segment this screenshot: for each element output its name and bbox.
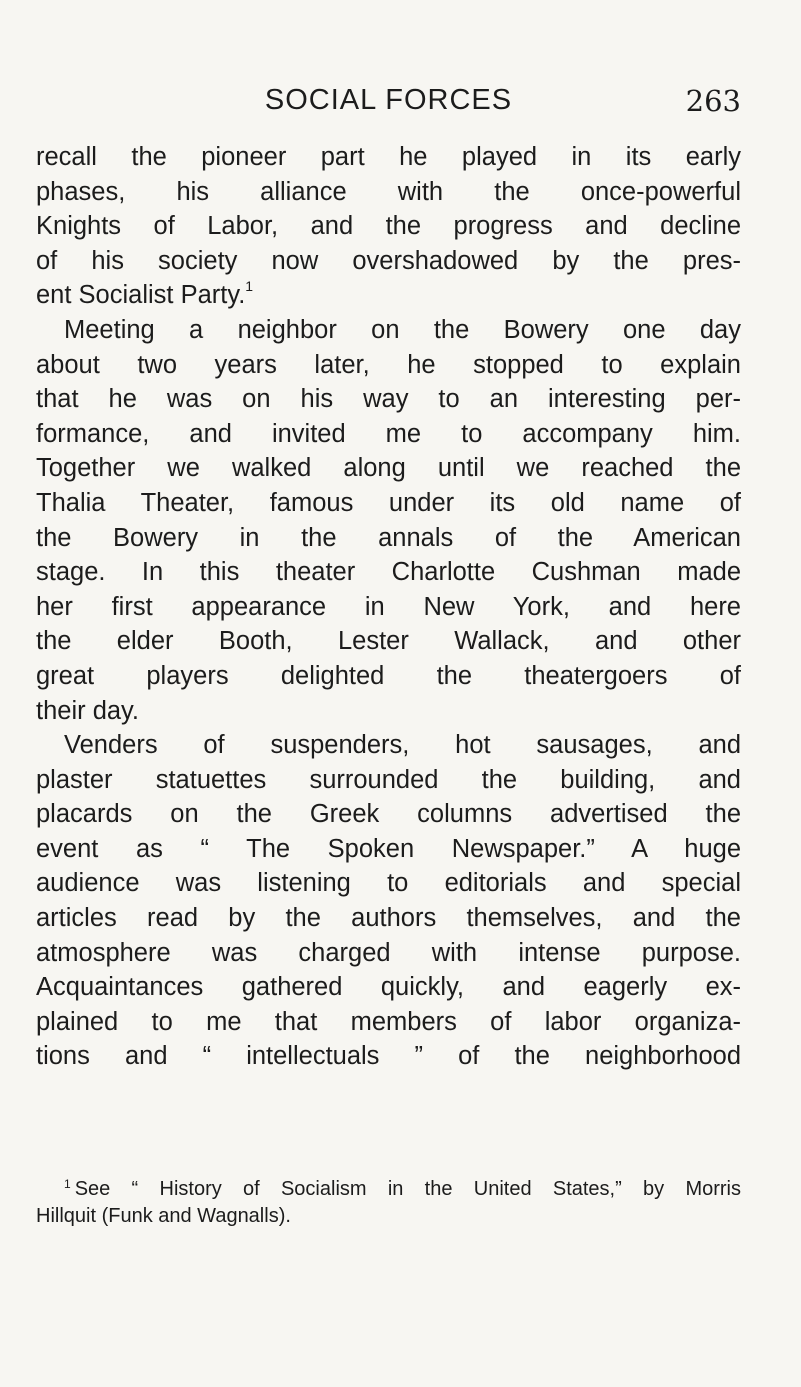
text-line: articles read by the authors themselves, and the [36,904,741,933]
text-line: the Bowery in the annals of the American [36,523,741,552]
text-line: atmosphere was charged with intense purpose. [36,938,741,967]
text-line: plaster statuettes surrounded the building, and [36,765,741,794]
footnote-marker: 1 [64,1177,71,1191]
text-line-with-footnote [36,278,741,313]
text-line: the elder Booth, Lester Wallack, and other [36,627,741,656]
text-line: Venders of suspenders, hot sausages, and [64,731,741,760]
text-line: about two years later, he stopped to explain [36,350,741,379]
text-line: Meeting a neighbor on the Bowery one day [64,315,741,344]
running-title: SOCIAL FORCES [264,84,513,116]
text-line: their day. [36,696,139,725]
footnote-line: Hillquit (Funk and Wagnalls). [36,1205,291,1227]
text-line: her first appearance in New York, and here [36,592,741,621]
footnote-reference: 1 [245,278,254,295]
text-line: tions and “ intellectuals ” of the neighborhood [36,1042,741,1071]
text-line: phases, his alliance with the once-powerful [36,177,741,206]
text-line: Knights of Labor, and the progress and decline [36,212,741,241]
footnote-line [36,1176,741,1203]
text-line: ent Socialist Party. [36,281,246,310]
text-line: plained to me that members of labor organiza- [36,1007,741,1036]
text-line: audience was listening to editorials and special [36,869,741,898]
page-number: 263 [685,84,741,118]
text-line: Acquaintances gathered quickly, and eagerly ex- [36,973,741,1002]
text-line: placards on the Greek columns advertised the [36,800,741,829]
text-line: Thalia Theater, famous under its old name of [36,488,741,517]
text-line: recall the pioneer part he played in its early [36,143,741,171]
text-line: that he was on his way to an interesting per- [36,385,741,414]
footnote [36,1176,741,1230]
text-line: Together we walked along until we reached the [36,454,741,483]
running-head [36,84,741,124]
text-line: stage. In this theater Charlotte Cushman made [36,558,741,587]
text-line: formance, and invited me to accompany him. [36,419,741,448]
body-text [36,140,741,1074]
text-line: great players delighted the theatergoers of [36,661,741,690]
text-line: of his society now overshadowed by the pres- [36,246,741,275]
text-line: event as “ The Spoken Newspaper.” A huge [36,834,741,863]
footnote-text: See “ History of Socialism in the United States,” by Morris [74,1178,741,1200]
